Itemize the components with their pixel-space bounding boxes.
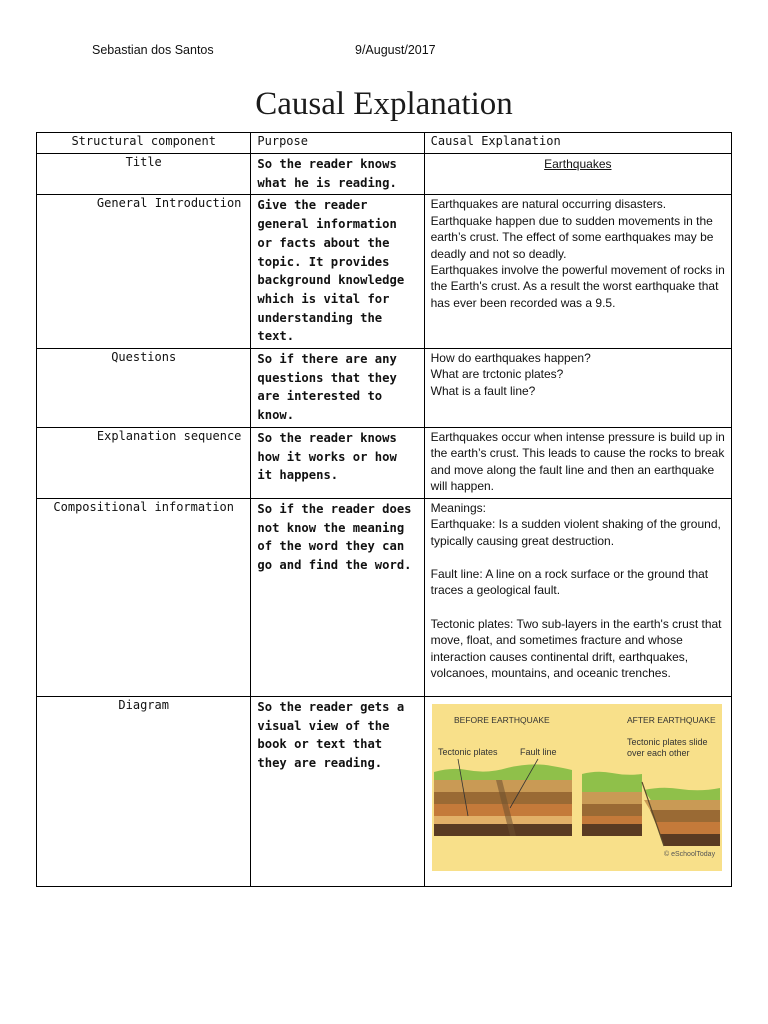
document-date: 9/August/2017 xyxy=(355,43,436,57)
explanation-paragraph: Earthquakes involve the powerful movement of rocks in the Earth's crust. As a result the worst earthquake that has ever been recorded was a 9.5. xyxy=(430,263,725,310)
header-purpose: Purpose xyxy=(251,133,424,154)
explanation-paragraph: Earthquakes are natural occurring disasters. Earthquake happen due to sudden movements in the earth’s crust. The effect of some earthquakes may be deadly and not so deadly. xyxy=(430,197,714,261)
purpose-cell: So the reader knows how it works or how it happens. xyxy=(251,427,424,498)
purpose-cell: Give the reader general information or facts about the topic. It provides background knowledge which is vital for understanding the text. xyxy=(251,195,424,349)
table-row-diagram xyxy=(37,696,732,886)
purpose-cell: So if the reader does not know the meaning of the word they can go and find the word. xyxy=(251,498,424,696)
earthquake-diagram xyxy=(432,704,722,871)
table-header-row xyxy=(37,133,732,154)
component-cell: Explanation sequence xyxy=(37,427,251,498)
explanation-cell xyxy=(424,498,731,696)
slide-label-line-2: over each other xyxy=(626,747,690,758)
component-cell: General Introduction xyxy=(37,195,251,349)
fault-line-label: Fault line xyxy=(519,746,557,757)
explanation-cell xyxy=(424,696,731,886)
component-cell: Title xyxy=(37,154,251,195)
table-row-general-introduction xyxy=(37,195,732,349)
question-line: What is a fault line? xyxy=(430,383,536,398)
topic-title: Earthquakes xyxy=(544,157,612,171)
author-name: Sebastian dos Santos xyxy=(92,43,214,57)
component-cell: Compositional information xyxy=(37,498,251,696)
table-row-questions xyxy=(37,349,732,428)
table-row-explanation-sequence xyxy=(37,427,732,498)
page-title: Causal Explanation xyxy=(255,86,513,122)
slide-label-line-1: Tectonic plates slide xyxy=(626,736,708,747)
question-line: What are trctonic plates? xyxy=(430,367,564,382)
explanation-cell xyxy=(424,427,731,498)
table-row-compositional-information xyxy=(37,498,732,696)
definition-fault-line: Fault line: A line on a rock surface or the ground that traces a geological fault. xyxy=(430,567,709,598)
explanation-cell xyxy=(424,195,731,349)
purpose-cell: So if there are any questions that they are interested to know. xyxy=(251,349,424,428)
component-cell: Questions xyxy=(37,349,251,428)
header-causal-explanation: Causal Explanation xyxy=(424,133,731,154)
before-earthquake-label: BEFORE EARTHQUAKE xyxy=(453,714,550,725)
tectonic-plates-label: Tectonic plates xyxy=(437,746,498,757)
purpose-cell: So the reader knows what he is reading. xyxy=(251,154,424,195)
after-earthquake-label: AFTER EARTHQUAKE xyxy=(626,714,716,725)
diagram-credit: © eSchoolToday xyxy=(663,850,715,858)
explanation-cell xyxy=(424,349,731,428)
explanation-cell xyxy=(424,154,731,195)
definition-earthquake: Earthquake: Is a sudden violent shaking of the ground, typically causing great destruction. xyxy=(430,517,721,548)
explanation-paragraph: Earthquakes occur when intense pressure is build up in the earth’s crust. This leads to cause the rocks to break and move along the fault line and then an earthquake will happen. xyxy=(430,429,725,494)
before-earthquake-block xyxy=(434,764,572,836)
header-structural-component: Structural component xyxy=(37,133,251,154)
definition-tectonic-plates: Tectonic plates: Two sub-layers in the earth's crust that move, float, and sometimes fracture and whose interaction causes continental drift, earthquakes, volcanoes, mountains, and oceanic trenches. xyxy=(430,616,722,681)
causal-explanation-table xyxy=(36,132,732,887)
question-line: How do earthquakes happen? xyxy=(430,351,591,366)
meanings-heading: Meanings: xyxy=(430,500,486,515)
purpose-cell: So the reader gets a visual view of the book or text that they are reading. xyxy=(251,696,424,886)
table-row-title xyxy=(37,154,732,195)
component-cell: Diagram xyxy=(37,696,251,886)
